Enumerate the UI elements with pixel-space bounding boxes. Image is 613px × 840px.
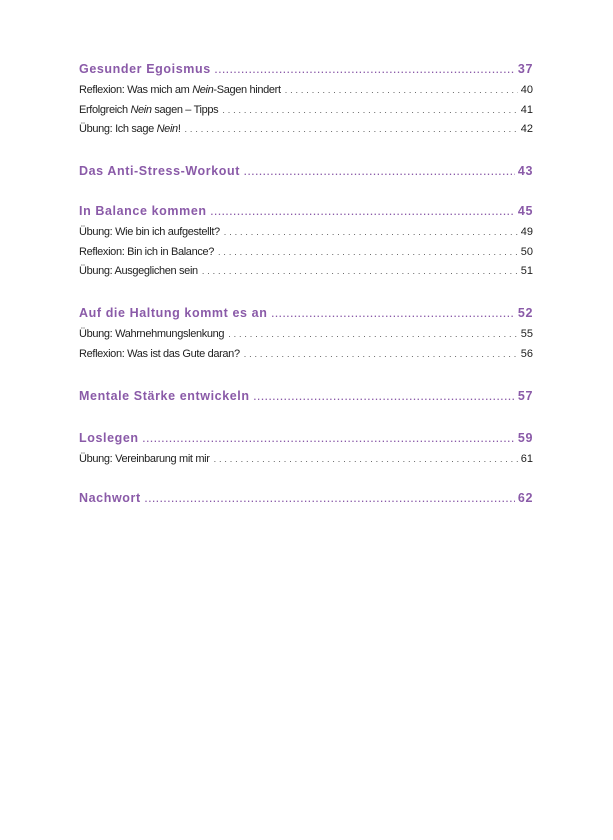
dot-leader — [222, 105, 517, 114]
entry-page-number: 42 — [520, 123, 533, 136]
entry-title: Reflexion: Was mich am Nein-Sagen hindert — [79, 84, 281, 96]
dot-leader — [202, 266, 518, 275]
table-of-contents — [79, 62, 533, 513]
chapter-page-number: 37 — [517, 62, 533, 76]
dot-leader — [185, 124, 518, 133]
toc-entry-row[interactable] — [79, 265, 533, 285]
toc-chapter-row[interactable] — [79, 306, 533, 328]
entry-page-number: 50 — [520, 245, 533, 258]
chapter-page-number: 57 — [517, 388, 533, 403]
entry-title: Übung: Wahrnehmungslenkung — [79, 328, 225, 341]
entry-title: Übung: Vereinbarung mit mir — [79, 452, 210, 465]
chapter-title: Auf die Haltung kommt es an — [79, 306, 268, 321]
dot-leader — [218, 247, 518, 256]
toc-entry-row[interactable] — [79, 84, 533, 104]
dot-leader — [211, 207, 515, 216]
chapter-page-number: 52 — [517, 306, 533, 321]
entry-page-number: 49 — [520, 226, 533, 239]
entry-page-number: 61 — [520, 452, 533, 465]
entry-title: Reflexion: Was ist das Gute daran? — [79, 347, 240, 360]
entry-title: Übung: Ausgeglichen sein — [79, 265, 198, 278]
dot-leader — [143, 434, 515, 443]
toc-chapter-row[interactable] — [79, 204, 533, 226]
toc-chapter-row[interactable] — [79, 389, 533, 411]
toc-entry-row[interactable] — [79, 453, 533, 473]
toc-entry-row[interactable] — [79, 123, 533, 143]
dot-leader — [228, 329, 518, 338]
chapter-title: Gesunder Egoismus — [79, 62, 211, 76]
toc-chapter-row[interactable] — [79, 491, 533, 513]
toc-section-haltung — [79, 306, 533, 367]
chapter-page-number: 45 — [517, 204, 533, 219]
toc-entry-row[interactable] — [79, 226, 533, 246]
toc-section-loslegen — [79, 431, 533, 473]
dot-leader — [285, 85, 518, 94]
chapter-page-number: 62 — [517, 491, 533, 506]
dot-leader — [254, 392, 515, 401]
toc-entry-row[interactable] — [79, 328, 533, 348]
toc-section-anti-stress-workout — [79, 164, 533, 186]
entry-page-number: 40 — [520, 84, 533, 96]
toc-section-gesunder-egoismus — [79, 62, 533, 143]
dot-leader — [271, 309, 514, 318]
entry-page-number: 41 — [520, 103, 533, 116]
dot-leader — [244, 349, 518, 358]
toc-section-mentale-staerke — [79, 389, 533, 411]
chapter-title: Das Anti-Stress-Workout — [79, 164, 241, 179]
toc-entry-row[interactable] — [79, 348, 533, 368]
chapter-title: In Balance kommen — [79, 204, 207, 219]
chapter-page-number: 43 — [517, 164, 533, 179]
entry-page-number: 56 — [520, 347, 533, 360]
toc-chapter-row[interactable] — [79, 431, 533, 453]
entry-title: Reflexion: Bin ich in Balance? — [79, 245, 215, 258]
entry-title: Übung: Ich sage Nein! — [79, 123, 181, 136]
toc-chapter-row[interactable] — [79, 164, 533, 186]
toc-section-nachwort — [79, 491, 533, 513]
dot-leader — [244, 167, 515, 176]
chapter-title: Loslegen — [79, 430, 139, 445]
entry-page-number: 55 — [520, 328, 533, 341]
entry-page-number: 51 — [520, 265, 533, 278]
chapter-title: Mentale Stärke entwickeln — [79, 388, 250, 403]
toc-entry-row[interactable] — [79, 246, 533, 266]
chapter-page-number: 59 — [517, 430, 533, 445]
dot-leader — [214, 454, 518, 463]
dot-leader — [215, 65, 515, 74]
dot-leader — [224, 227, 518, 236]
dot-leader — [145, 494, 515, 503]
toc-section-in-balance-kommen — [79, 204, 533, 285]
entry-title: Erfolgreich Nein sagen – Tipps — [79, 103, 219, 116]
entry-title: Übung: Wie bin ich aufgestellt? — [79, 226, 220, 239]
toc-entry-row[interactable] — [79, 104, 533, 124]
chapter-title: Nachwort — [79, 491, 141, 506]
toc-chapter-row[interactable] — [79, 62, 533, 84]
